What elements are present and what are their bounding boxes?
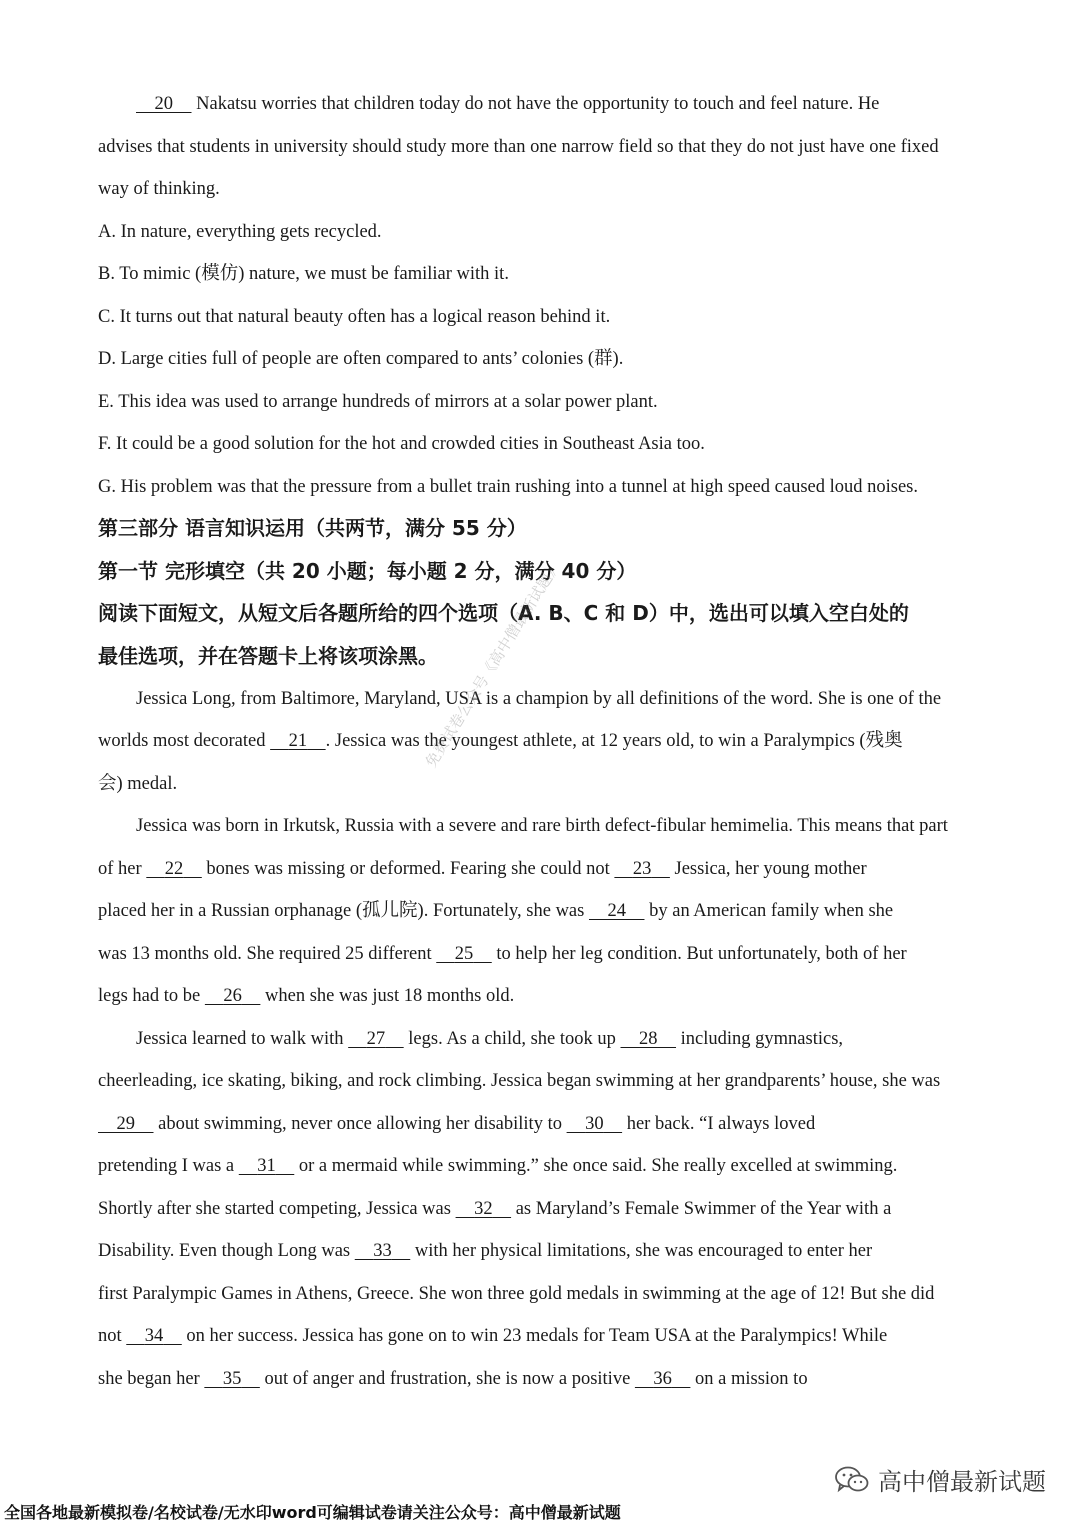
cloze-line bbox=[98, 1154, 998, 1178]
cloze-line bbox=[136, 814, 1036, 838]
text-segment: legs had to be bbox=[98, 986, 205, 1006]
text-segment: or a mermaid while swimming.” she once said. She really excelled at swimming. bbox=[294, 1156, 898, 1176]
cloze-line bbox=[98, 1197, 998, 1221]
text-segment: including gymnastics, bbox=[676, 1029, 844, 1049]
blank-number: 22 bbox=[164, 859, 184, 879]
blank-number: 29 bbox=[116, 1114, 135, 1134]
text-segment: pretending I was a bbox=[98, 1156, 239, 1176]
cloze-line bbox=[98, 729, 998, 753]
watermark-text: 免费试卷公众号《高中僧最新试题》 bbox=[421, 557, 565, 771]
answer-blank-21 bbox=[270, 729, 326, 753]
blank-number: 33 bbox=[373, 1241, 392, 1261]
blank-number: 24 bbox=[607, 901, 626, 921]
option-a: A. In nature, everything gets recycled. bbox=[98, 222, 382, 242]
cloze-line bbox=[136, 1027, 1036, 1051]
text-segment: not bbox=[98, 1326, 127, 1346]
section1-heading: 第一节 完形填空（共 20 小题；每小题 2 分，满分 40 分） bbox=[98, 559, 637, 583]
option-c: C. It turns out that natural beauty often has a logical reason behind it. bbox=[98, 307, 611, 327]
answer-blank-24 bbox=[589, 899, 645, 923]
answer-blank-28 bbox=[621, 1027, 677, 1051]
text-segment: of her bbox=[98, 859, 147, 879]
blank-number: 35 bbox=[222, 1369, 242, 1389]
cloze-line bbox=[98, 899, 998, 923]
answer-blank-26 bbox=[205, 984, 261, 1008]
text-segment: bones was missing or deformed. Fearing she could not bbox=[201, 859, 615, 879]
answer-blank-35 bbox=[204, 1367, 260, 1391]
answer-blank-30 bbox=[567, 1112, 623, 1136]
cloze-line bbox=[98, 984, 998, 1008]
blank-number: 25 bbox=[454, 944, 474, 964]
option-g: G. His problem was that the pressure from a bullet train rushing into a tunnel at high speed caused loud noises. bbox=[98, 477, 918, 497]
cloze-line bbox=[98, 1324, 998, 1348]
answer-blank-20 bbox=[136, 92, 192, 116]
instructions-line-2: 最佳选项，并在答题卡上将该项涂黑。 bbox=[98, 644, 438, 668]
text-segment: Jessica was born in Irkutsk, Russia with a severe and rare birth defect-fibular hemimelia. This means that part bbox=[136, 816, 948, 836]
instructions-line-1: 阅读下面短文，从短文后各题所给的四个选项（A. B、C 和 D）中，选出可以填入空白处的 bbox=[98, 601, 909, 625]
blank-number: 21 bbox=[288, 731, 308, 751]
text-segment: Nakatsu worries that children today do not have the opportunity to touch and feel nature. He bbox=[191, 94, 880, 114]
text-segment: on a mission to bbox=[690, 1369, 808, 1389]
text-segment: by an American family when she bbox=[644, 901, 894, 921]
text-segment: placed her in a Russian orphanage (孤儿院). Fortunately, she was bbox=[98, 901, 589, 921]
cloze-line bbox=[98, 1112, 998, 1136]
wechat-icon bbox=[834, 1465, 870, 1495]
blank-number: 28 bbox=[639, 1029, 658, 1049]
text-segment: legs. As a child, she took up bbox=[403, 1029, 621, 1049]
option-b: B. To mimic (模仿) nature, we must be familiar with it. bbox=[98, 264, 509, 284]
blank-number: 30 bbox=[585, 1114, 604, 1134]
passage-line-1 bbox=[136, 92, 1036, 116]
cloze-line bbox=[136, 687, 1036, 711]
passage-line-3: way of thinking. bbox=[98, 179, 220, 199]
blank-number: 32 bbox=[474, 1199, 493, 1219]
text-segment: to help her leg condition. But unfortunately, both of her bbox=[491, 944, 907, 964]
answer-blank-33 bbox=[355, 1239, 411, 1263]
text-segment: out of anger and frustration, she is now a positive bbox=[259, 1369, 635, 1389]
text-segment: as Maryland’s Female Swimmer of the Year with a bbox=[511, 1199, 892, 1219]
text-segment: was 13 months old. She required 25 different bbox=[98, 944, 437, 964]
text-segment: Jessica Long, from Baltimore, Maryland, USA is a champion by all definitions of the word. She is one of the bbox=[136, 689, 942, 709]
text-segment: 会) medal. bbox=[98, 774, 178, 794]
text-segment: worlds most decorated bbox=[98, 731, 271, 751]
text-segment: she began her bbox=[98, 1369, 205, 1389]
passage-line-2: advises that students in university should study more than one narrow field so that they do not just have one fixed bbox=[98, 137, 939, 157]
text-segment: Jessica learned to walk with bbox=[136, 1029, 349, 1049]
text-segment: first Paralympic Games in Athens, Greece. She won three gold medals in swimming at the age of 12! But she did bbox=[98, 1284, 935, 1304]
answer-blank-31 bbox=[239, 1154, 295, 1178]
option-e: E. This idea was used to arrange hundreds of mirrors at a solar power plant. bbox=[98, 392, 658, 412]
brand-signature bbox=[834, 1462, 1046, 1497]
answer-blank-36 bbox=[635, 1367, 691, 1391]
text-segment: with her physical limitations, she was encouraged to enter her bbox=[410, 1241, 873, 1261]
cloze-line bbox=[98, 772, 998, 796]
text-segment: . Jessica was the youngest athlete, at 12 years old, to win a Paralympics (残奥 bbox=[325, 731, 903, 751]
answer-blank-34 bbox=[126, 1324, 182, 1348]
text-segment: Shortly after she started competing, Jessica was bbox=[98, 1199, 456, 1219]
cloze-line bbox=[98, 1367, 998, 1391]
blank-number: 31 bbox=[257, 1156, 276, 1176]
text-segment: when she was just 18 months old. bbox=[260, 986, 515, 1006]
text-segment: Jessica, her young mother bbox=[669, 859, 867, 879]
text-segment: on her success. Jessica has gone on to win 23 medals for Team USA at the Paralympics! While bbox=[181, 1326, 888, 1346]
answer-blank-32 bbox=[456, 1197, 512, 1221]
answer-blank-25 bbox=[436, 942, 492, 966]
blank-number: 20 bbox=[154, 94, 173, 114]
blank-number: 36 bbox=[653, 1369, 672, 1389]
option-d: D. Large cities full of people are often compared to ants’ colonies (群). bbox=[98, 349, 624, 369]
footer-notice: 全国各地最新模拟卷/名校试卷/无水印word可编辑试卷请关注公众号：高中僧最新试题 bbox=[4, 1503, 621, 1522]
brand-name: 高中僧最新试题 bbox=[878, 1468, 1046, 1496]
blank-number: 34 bbox=[144, 1326, 164, 1346]
option-f: F. It could be a good solution for the hot and crowded cities in Southeast Asia too. bbox=[98, 434, 705, 454]
cloze-line bbox=[98, 1069, 998, 1093]
blank-number: 26 bbox=[223, 986, 242, 1006]
text-segment: her back. “I always loved bbox=[622, 1114, 816, 1134]
answer-blank-27 bbox=[348, 1027, 404, 1051]
answer-blank-22 bbox=[146, 857, 202, 881]
answer-blank-29 bbox=[98, 1112, 154, 1136]
text-segment: about swimming, never once allowing her disability to bbox=[153, 1114, 567, 1134]
text-segment: cheerleading, ice skating, biking, and rock climbing. Jessica began swimming at her grandparents’ house, she was bbox=[98, 1071, 941, 1091]
text-segment: Disability. Even though Long was bbox=[98, 1241, 355, 1261]
answer-blank-23 bbox=[614, 857, 670, 881]
cloze-line bbox=[98, 857, 998, 881]
blank-number: 27 bbox=[366, 1029, 386, 1049]
cloze-line bbox=[98, 942, 998, 966]
cloze-line bbox=[98, 1239, 998, 1263]
blank-number: 23 bbox=[632, 859, 652, 879]
cloze-line bbox=[98, 1282, 998, 1306]
part3-heading: 第三部分 语言知识运用（共两节，满分 55 分） bbox=[98, 516, 527, 540]
